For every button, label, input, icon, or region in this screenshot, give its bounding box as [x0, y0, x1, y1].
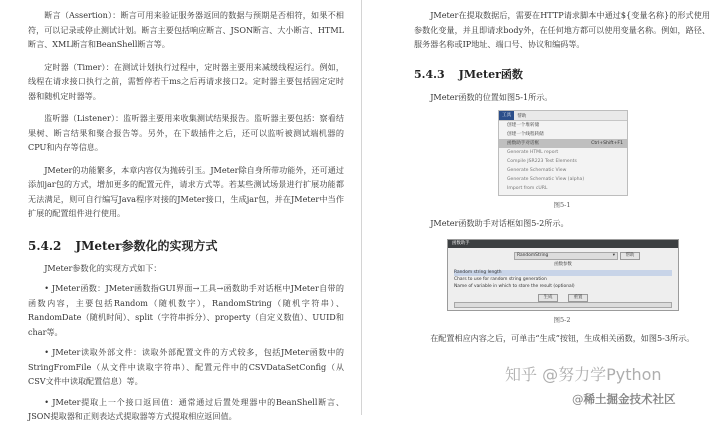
menu-item-import-curl[interactable]: Import from cURL	[507, 186, 548, 191]
table-header: 函数参数	[554, 261, 572, 267]
paragraph-variable-usage: JMeter在提取数据后，需要在HTTP请求脚本中通过${变量名称}的形式使用参数化变量，并且即请求body外，在任何地方都可以使用变量名称。例如，路径、服务器名称或IP地址、端口号、协议和编码等。	[414, 10, 710, 49]
table-row[interactable]: Name of variable in which to store the result (optional)	[454, 283, 575, 289]
table-row[interactable]: Random string length	[454, 270, 672, 276]
result-field[interactable]	[454, 302, 672, 308]
watermark-zhihu: 知乎 @努力学Python	[505, 365, 662, 384]
paragraph-generate: 在配置相应内容之后，可单击“生成”按钮，生成相关函数，如图5-3所示。	[430, 332, 695, 343]
menu-bar	[499, 111, 627, 121]
figure-5-1-tools-menu	[498, 110, 628, 196]
menu-tools[interactable]: 工具	[499, 111, 514, 120]
watermark-juejin-text: 稀土掘金技术社区	[583, 392, 676, 406]
bullet-extract-response: • JMeter提取上一个接口返回值：通常通过后置处理器中的BeanShell断言、JSON提取器和正则表达式提取器等方式提取相应返回值。	[28, 396, 344, 421]
menu-item-html-report[interactable]: Generate HTML report	[507, 150, 559, 155]
bullet-external-files: • JMeter读取外部文件：读取外部配置文件的方式较多，包括JMeter函数中的StringFromFile（从文件中读取字符串）、配置元件中的CSVDataSetConfig（从CSV文件中读取配置信息）等。	[28, 347, 344, 386]
menu-item-thread-dump[interactable]: 创建一个线程转储	[507, 132, 544, 137]
section-heading-5-4-3	[414, 66, 710, 84]
section-title: JMeter参数化的实现方式	[75, 238, 218, 253]
menu-item-schematic-view-alpha[interactable]: Generate Schematic View (alpha)	[507, 177, 585, 182]
section-number: 5.4.3	[414, 67, 445, 81]
bullet-jmeter-functions: • JMeter函数：JMeter函数指GUI界面→工具→函数助手对话框中JMeter自带的函数内容，主要包括Random（随机数字），RandomString（随机字符串）、RandomDate（随机时间）、split（字符串拆分）、property（自定义数值）、UUID和char等。	[28, 283, 344, 337]
function-select[interactable]: RandomString ▾	[514, 252, 618, 260]
paragraph-listener: 监听器（Listener）：监听器主要用来收集测试结果报告。监听器主要包括：察看结果树、断言结果和聚合报告等。另外，在下载插件之后，还可以监听被测试端机器的CPU和内存等信息。	[28, 113, 344, 152]
figure-5-2-function-helper-dialog	[447, 239, 679, 311]
paragraph-assertion: 断言（Assertion）：断言可用来验证服务器返回的数据与预期是否相符，如果不相符，可以记录或停止测试计划。断言主要包括响应断言、JSON断言、大小断言、HTML断言、XML断言和BeanShell断言等。	[28, 10, 344, 49]
chevron-down-icon: ▾	[612, 252, 615, 258]
paragraph-plugin: JMeter的功能繁多，本章内容仅为抛砖引玉。JMeter除自身所带功能外，还可通过添加jar包的方式，增加更多的配置元件，请求方式等。若某些测试场景进行扩展功能都无法满足，则可自行编写Java程序对接的JMeter接口，生成jar包，并在JMeter中当作扩展的配置组件进行使用。	[28, 164, 344, 218]
menu-item-compile-jsr223[interactable]: Compile JSR223 Test Elements	[507, 159, 577, 164]
watermark-at: @	[572, 392, 584, 406]
paragraph-function-dialog: JMeter函数助手对话框如图5-2所示。	[430, 218, 569, 228]
dialog-title: 函数助手	[448, 240, 678, 248]
menu-help[interactable]: 帮助	[517, 113, 527, 119]
paragraph-function-position: JMeter函数的位置如图5-1所示。	[430, 91, 553, 102]
section-title: JMeter函数	[458, 67, 523, 81]
menu-item-heap-dump[interactable]: 创建一个堆转储	[507, 123, 540, 128]
menu-item-function-helper[interactable]: 函数助手对话框 Ctrl+Shift+F1	[499, 139, 627, 148]
paragraph-intro: JMeter参数化的实现方式如下：	[44, 262, 162, 273]
generate-button[interactable]: 生成	[538, 294, 558, 302]
paragraph-timer: 定时器（Timer）：在测试计划执行过程中，定时器主要用来减缓线程运行。例如，线程在请求接口执行之前，需暂停若干ms之后再请求接口2。定时器主要包括固定定时器和随机定时器等。	[28, 61, 344, 101]
table-row[interactable]: Chars to use for random string generation	[454, 276, 547, 282]
figure-caption-5-1: 图5-1	[553, 201, 571, 209]
section-heading-5-4-2	[28, 237, 344, 255]
watermark-juejin	[572, 391, 676, 407]
help-button[interactable]: 帮助	[620, 252, 640, 260]
menu-item-schematic-view[interactable]: Generate Schematic View	[507, 168, 567, 173]
column-divider	[361, 0, 362, 415]
reset-button[interactable]: 重置	[568, 294, 588, 302]
section-number: 5.4.2	[28, 238, 62, 253]
right-column	[414, 0, 710, 345]
shortcut-label: Ctrl+Shift+F1	[591, 141, 623, 146]
left-column	[28, 0, 344, 424]
figure-caption-5-2: 图5-2	[553, 315, 571, 324]
